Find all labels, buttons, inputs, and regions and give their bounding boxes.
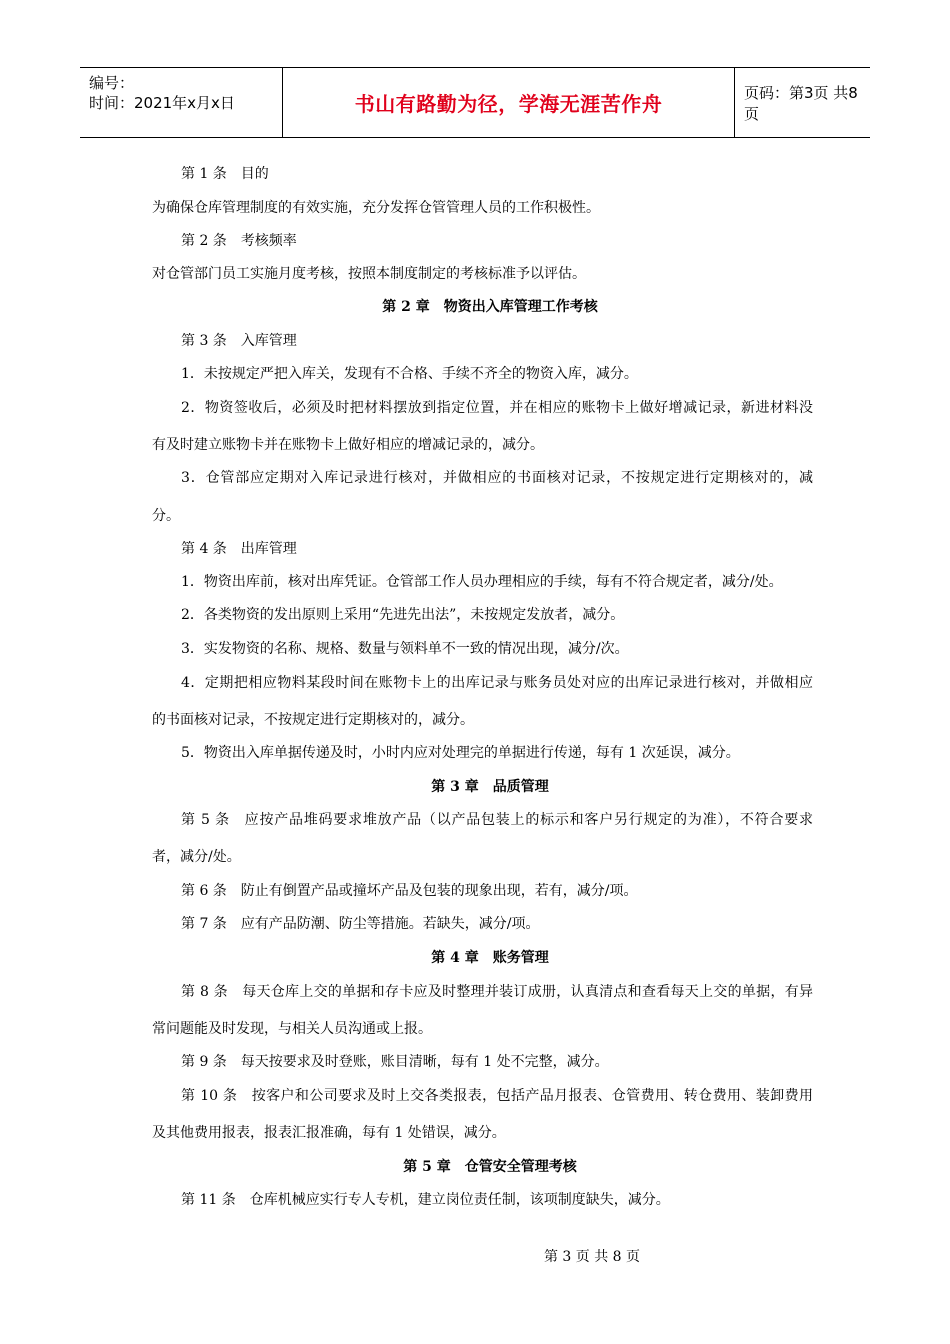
article-heading: 第 3 条 入库管理: [181, 333, 297, 349]
header-left-cell: [80, 68, 282, 137]
paragraph-line: 1．未按规定严把入库关，发现有不合格、手续不齐全的物资入库，减分。: [181, 366, 638, 382]
paragraph-line: 第 6 条 防止有倒置产品或撞坏产品及包装的现象出现，若有，减分/项。: [181, 883, 638, 899]
article-heading: 第 2 条 考核频率: [181, 233, 297, 249]
page-footer: 第 3 页 共 8 页: [543, 1249, 641, 1265]
time-label: 时间：2021年x月x日: [89, 94, 235, 112]
page-label: 页码：第3页 共8页: [744, 83, 858, 123]
paragraph-line: 有及时建立账物卡并在账物卡上做好相应的增减记录的，减分。: [152, 437, 544, 453]
paragraph-line: 5．物资出入库单据传递及时，小时内应对处理完的单据进行传递，每有 1 次延误，减分。: [181, 745, 740, 761]
paragraph-line: 1．物资出库前，核对出库凭证。仓管部工作人员办理相应的手续，每有不符合规定者，减分/处。: [181, 574, 783, 590]
paragraph-line: 及其他费用报表，报表汇报准确，每有 1 处错误，减分。: [152, 1125, 506, 1141]
paragraph-line: 2．各类物资的发出原则上采用“先进先出法”，未按规定发放者，减分。: [181, 607, 625, 623]
paragraph-line: 第 9 条 每天按要求及时登账，账目清晰，每有 1 处不完整，减分。: [181, 1054, 609, 1070]
paragraph-line: 3．仓管部应定期对入库记录进行核对，并做相应的书面核对记录，不按规定进行定期核对的，减: [181, 470, 813, 486]
header-page-cell: [734, 68, 870, 137]
paragraph-line: 第 5 条 应按产品堆码要求堆放产品（以产品包装上的标示和客户另行规定的为准），不符合要求: [181, 812, 813, 828]
paragraph-line: 者，减分/处。: [152, 849, 241, 865]
paragraph-line: 4．定期把相应物料某段时间在账物卡上的出库记录与账务员处对应的出库记录进行核对，并做相应: [181, 675, 813, 691]
motto-text: 书山有路勤为径，学海无涯苦作舟: [354, 92, 663, 116]
paragraph-line: 为确保仓库管理制度的有效实施，充分发挥仓管管理人员的工作积极性。: [152, 200, 600, 216]
paragraph-line: 第 8 条 每天仓库上交的单据和存卡应及时整理并装订成册，认真清点和查看每天上交的单据，有异: [181, 984, 813, 1000]
paragraph-line: 常问题能及时发现，与相关人员沟通或上报。: [152, 1021, 432, 1037]
paragraph-line: 的书面核对记录，不按规定进行定期核对的，减分。: [152, 712, 474, 728]
article-heading: 第 4 条 出库管理: [181, 541, 297, 557]
paragraph-line: 2．物资签收后，必须及时把材料摆放到指定位置，并在相应的账物卡上做好增减记录，新进材料没: [181, 400, 813, 416]
number-label: 编号：: [89, 74, 135, 92]
header-motto-cell: [282, 68, 735, 137]
paragraph-line: 第 11 条 仓库机械应实行专人专机，建立岗位责任制，该项制度缺失，减分。: [181, 1192, 670, 1208]
header-table: [80, 67, 870, 138]
article-heading: 第 1 条 目的: [181, 166, 269, 182]
chapter-heading: 第 2 章 物资出入库管理工作考核: [382, 299, 598, 315]
paragraph-line: 第 10 条 按客户和公司要求及时上交各类报表，包括产品月报表、仓管费用、转仓费用、装卸费用: [181, 1088, 813, 1104]
paragraph-line: 第 7 条 应有产品防潮、防尘等措施。若缺失，减分/项。: [181, 916, 540, 932]
paragraph-line: 分。: [152, 508, 180, 524]
chapter-heading: 第 3 章 品质管理: [431, 779, 549, 795]
paragraph-line: 对仓管部门员工实施月度考核，按照本制度制定的考核标准予以评估。: [152, 266, 586, 282]
chapter-heading: 第 5 章 仓管安全管理考核: [403, 1159, 577, 1175]
paragraph-line: 3．实发物资的名称、规格、数量与领料单不一致的情况出现，减分/次。: [181, 641, 629, 657]
chapter-heading: 第 4 章 账务管理: [431, 950, 549, 966]
